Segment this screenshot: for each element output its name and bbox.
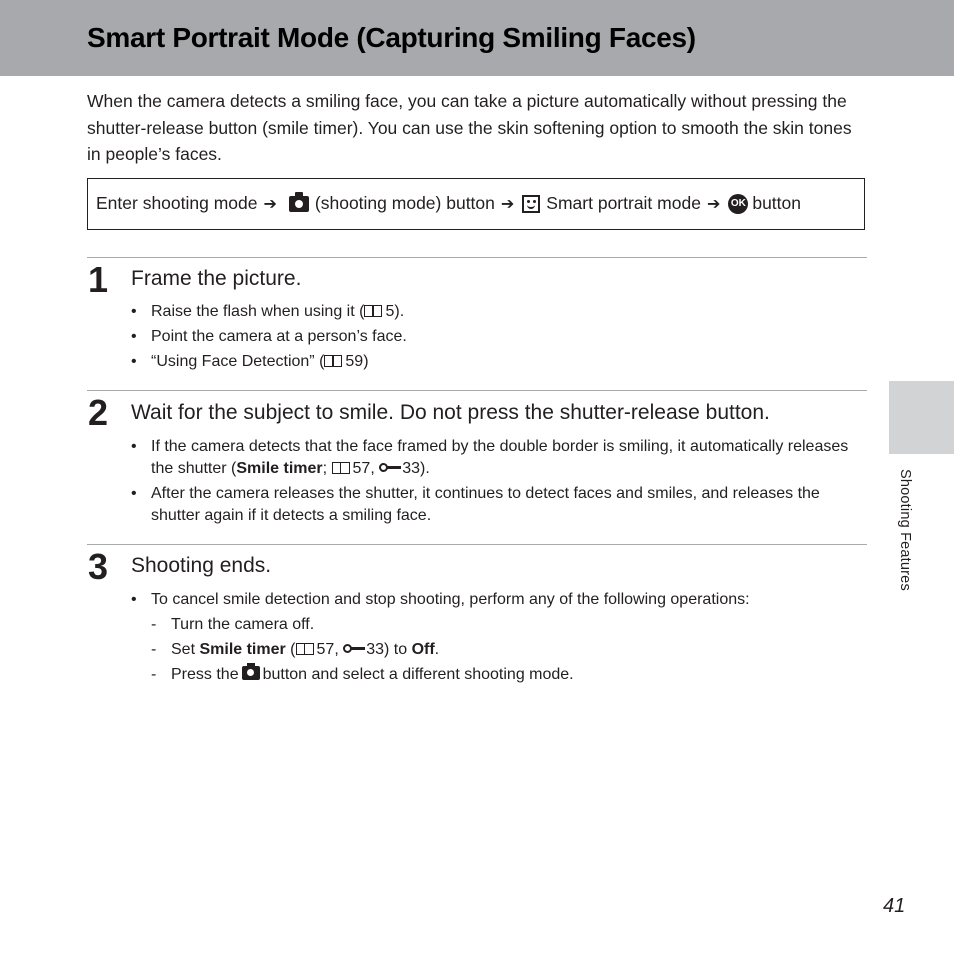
section-divider: [87, 390, 867, 391]
book-icon: [296, 643, 314, 655]
intro-paragraph: When the camera detects a smiling face, you can take a picture automatically without pressing the shutter-release button (smile timer). You can use the skin softening option to smooth the skin tones in people’s faces.: [87, 91, 852, 164]
list-item: - Press the button and select a different shooting mode.: [131, 664, 859, 686]
page-title: Smart Portrait Mode (Capturing Smiling Faces): [87, 22, 696, 53]
step-number: 2: [88, 392, 109, 433]
step-number: 1: [88, 259, 109, 300]
list-item: • After the camera releases the shutter, it continues to detect faces and smiles, and releases the shutter again if it detects a smiling face.: [131, 483, 859, 527]
section-side-label: Shooting Features: [897, 469, 913, 591]
page-header: [0, 0, 954, 76]
smart-portrait-icon: [522, 195, 540, 213]
reference-key-icon: [343, 644, 365, 654]
section-side-tab: [889, 381, 954, 454]
arrow-right-icon: ➔: [706, 195, 721, 213]
book-icon: [332, 462, 350, 474]
list-item: • Raise the flash when using it ( 5).: [131, 301, 859, 323]
nav-step-mode-button: (shooting mode) button: [314, 193, 495, 213]
arrow-right-icon: ➔: [263, 195, 277, 213]
list-item: • “Using Face Detection” ( 59): [131, 351, 859, 373]
list-item: - Set Smile timer ( 57, 33) to Off.: [131, 639, 859, 661]
step-number: 3: [88, 546, 109, 587]
book-icon: [364, 305, 382, 317]
book-icon: [324, 355, 342, 367]
step-title: Wait for the subject to smile. Do not press the shutter-release button.: [131, 401, 770, 424]
list-item: • If the camera detects that the face framed by the double border is smiling, it automatically releases the shutter (Smile timer; 57, 33).: [131, 436, 859, 480]
nav-step-ok-button: button: [752, 193, 801, 213]
camera-icon: [289, 196, 309, 212]
section-divider: [87, 257, 867, 258]
step-3-bullets: [131, 589, 859, 689]
navigation-path-box: [87, 178, 865, 230]
nav-step-smart-portrait: Smart portrait mode: [546, 193, 701, 213]
step-title: Shooting ends.: [131, 554, 272, 577]
reference-key-icon: [379, 463, 401, 473]
list-item: • Point the camera at a person’s face.: [131, 326, 859, 348]
page-number: 41: [883, 895, 906, 917]
camera-icon: [242, 666, 260, 680]
arrow-right-icon: ➔: [500, 195, 515, 213]
section-divider: [87, 544, 867, 545]
list-item: • To cancel smile detection and stop shooting, perform any of the following operations:: [131, 589, 859, 611]
ok-button-icon: OK: [728, 194, 748, 214]
step-title: Frame the picture.: [131, 267, 302, 290]
step-2-bullets: [131, 436, 859, 530]
nav-step-shooting-mode: Enter shooting mode: [96, 193, 258, 213]
step-1-bullets: [131, 301, 859, 376]
list-item: - Turn the camera off.: [131, 614, 859, 636]
